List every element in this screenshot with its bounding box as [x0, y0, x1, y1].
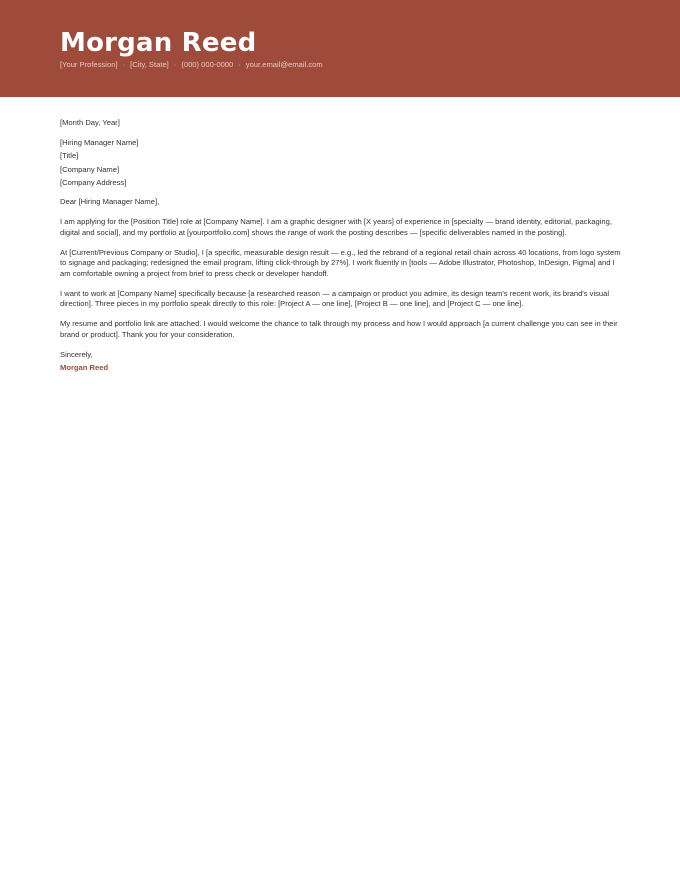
closing: Sincerely, [60, 349, 93, 359]
contact-separator: · [173, 60, 177, 69]
recipient-title: [Title] [60, 151, 79, 161]
paragraph-motivation: I want to work at [Company Name] specifically because [a researched reason — a campaign or product you admire, its design team's recent work, its brand's visual direction]. Three pieces in my portfolio speak directly to this role: [Project A — one line], [Project B — one line], and [Project C — one line]. [60, 288, 610, 309]
recipient-address: [Company Address] [60, 177, 127, 187]
contact-separator: · [122, 60, 126, 69]
paragraph-intro: I am applying for the [Position Title] role at [Company Name]. I am a graphic designer with [X years] of experience in [specialty — brand identity, editorial, packaging, digital and social], and my portfolio at [yourportfolio.com] shows the range of work the posting describes — [specific deliverables named in the posting]. [60, 217, 612, 237]
recipient-name: [Hiring Manager Name] [60, 138, 139, 147]
contact-line [60, 60, 323, 70]
contact-separator: · [238, 60, 241, 69]
sender-phone: (000) 000-0000 [181, 60, 234, 69]
letterhead-banner [0, 0, 680, 97]
sender-name: Morgan Reed [60, 28, 257, 58]
letter-body [60, 118, 622, 374]
recipient-company: [Company Name] [60, 164, 120, 174]
recipient-block [60, 138, 622, 188]
paragraph-closing: My resume and portfolio link are attached. I would welcome the chance to talk through my process and how I would approach [a current challenge you can see in their brand or product]. Thank you for your consideration. [60, 319, 618, 339]
letter-date: [Month Day, Year] [60, 118, 120, 127]
paragraph-experience: At [Current/Previous Company or Studio], I [a specific, measurable design result — e.g., led the rebrand of a regional retail chain across 40 locations, from logo system to signage and packaging; redesigned the email program, lifting click-through by 27%]. I work fluently in [tools — Adobe Illustrator, Photoshop, InDesign, Figma] and I am comfortable owning a project from brief to press check or developer handoff. [60, 247, 621, 278]
sender-profession: [Your Profession] [60, 60, 118, 69]
sender-email: your.email@email.com [245, 60, 323, 69]
salutation: Dear [Hiring Manager Name], [60, 197, 160, 207]
sender-location: [City, State] [130, 60, 169, 69]
signature-name: Morgan Reed [60, 363, 109, 373]
